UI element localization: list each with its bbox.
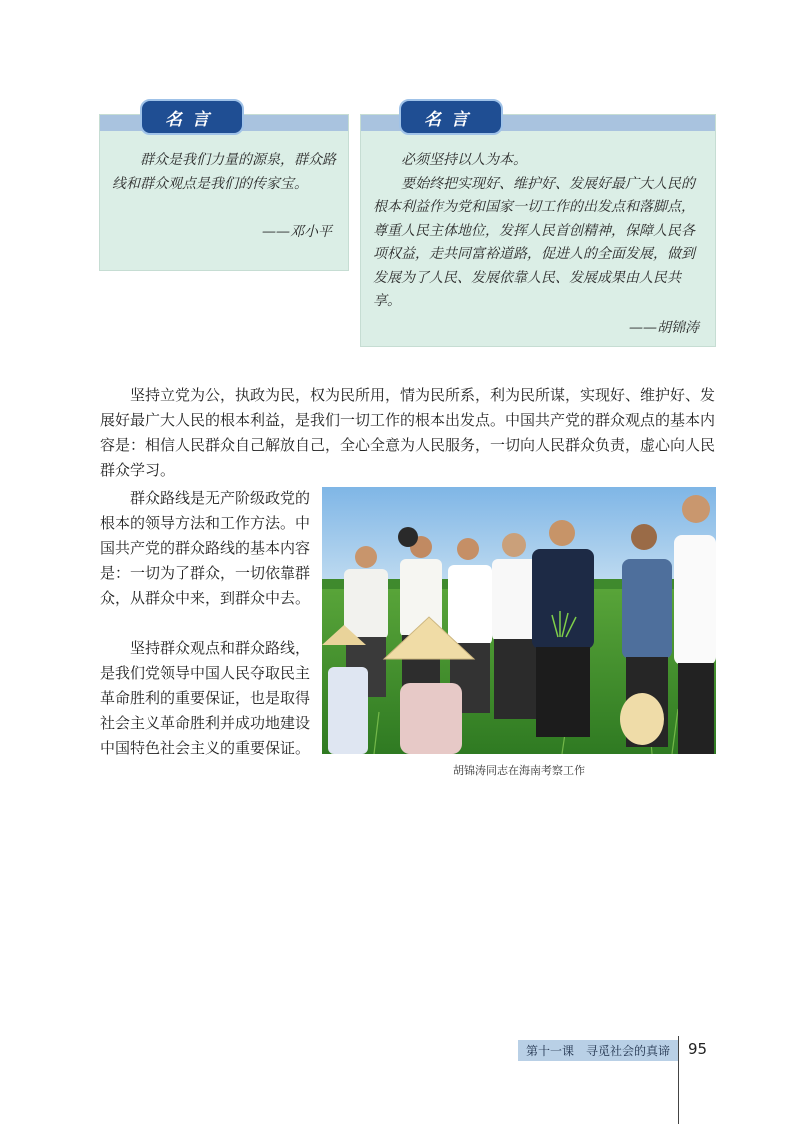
footer-lesson-band: [518, 1040, 678, 1061]
quote-text: [112, 149, 342, 196]
quote-box-deng: [99, 109, 349, 271]
quote-author: ——邓小平: [262, 224, 332, 240]
body-paragraph-1: 坚持立党为公，执政为民，权为民所用，情为民所系，利为民所谋，实现好、维护好、发展好最广大人民的根本利益，是我们一切工作的根本出发点。中国共产党的群众观点的基本内容是：相信人民群众自己解放自己，全心全意为人民服务，一切向人民群众负责，虚心向人民群众学习。: [100, 386, 716, 479]
quote-tag: 名言: [399, 99, 503, 135]
photo-illustration: [322, 487, 716, 754]
footer-lesson: 第十一课: [526, 1044, 575, 1058]
page-number: 95: [688, 1040, 708, 1058]
photo-field-inspection: [322, 487, 716, 754]
photo-caption: 胡锦涛同志在海南考察工作: [453, 764, 585, 777]
body-paragraph-2: 群众路线是无产阶级政党的根本的领导方法和工作方法。中国共产党的群众路线的基本内容是：一切为了群众，一切依靠群众，从群众中来，到群众中去。: [100, 489, 311, 607]
quote-line-2: 要始终把实现好、维护好、发展好最广大人民的根本利益作为党和国家一切工作的出发点和落脚点，尊重人民主体地位，发挥人民首创精神，保障人民各项权益，走共同富裕道路，促进人的全面发展，做到发展为了人民、发展依靠人民、发展成果由人民共享。: [373, 175, 695, 309]
quote-body: 群众是我们力量的源泉，群众路线和群众观点是我们的传家宝。: [112, 152, 336, 192]
footer-title: 寻觅社会的真谛: [586, 1044, 671, 1058]
quote-line-1: 必须坚持以人为本。: [401, 152, 527, 168]
quote-box-hu: [360, 109, 716, 347]
body-paragraph-3: 坚持群众观点和群众路线，是我们党领导中国人民夺取民主革命胜利的重要保证，也是取得社会主义革命胜利并成功地建设中国特色社会主义的重要保证。: [100, 639, 311, 757]
footer-divider: [678, 1036, 679, 1124]
quote-author: ——胡锦涛: [629, 320, 699, 336]
quote-text: [373, 149, 707, 314]
quote-tag: 名言: [140, 99, 244, 135]
